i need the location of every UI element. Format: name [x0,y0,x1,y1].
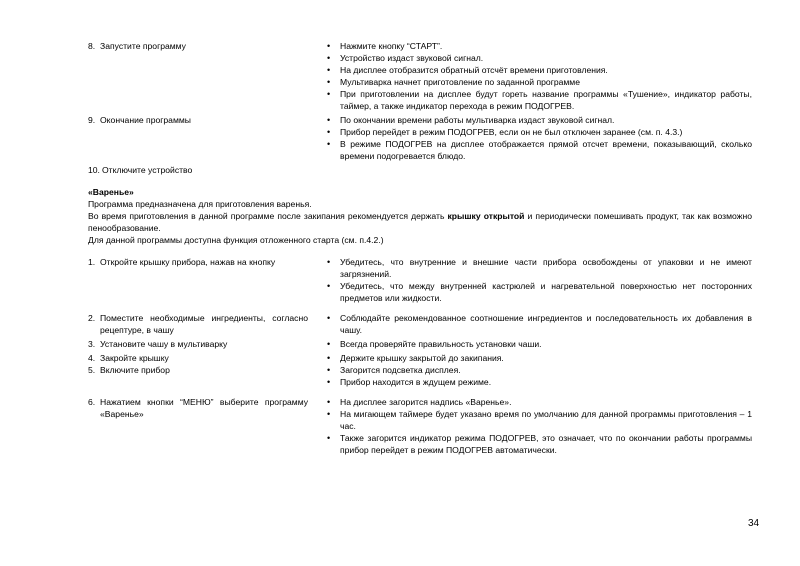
bullet-list [326,364,752,388]
step-10 [88,164,752,176]
section-paragraph: Программа предназначена для приготовления варенья. [88,199,312,209]
step-row [88,256,752,304]
section-paragraph-advice [88,210,752,234]
step-number: 3. [88,339,96,349]
bullet-item: • Также загорится индикатор режима ПОДОГРЕВ, это означает, что по окончании работы программы прибор перейдет в режим ПОДОГРЕВ автоматически. [326,432,752,456]
step-text: Включите прибор [100,365,170,375]
bullet-item: • Устройство издаст звуковой сигнал. [326,52,752,64]
step-number: 6. [88,397,96,407]
document-page [88,40,752,456]
bullet-item: • Мультиварка начнет приготовление по заданной программе [326,76,752,88]
step-row [88,114,752,162]
bullet-item: • Прибор находится в ждущем режиме. [326,376,752,388]
step-row [88,312,752,336]
step-row [88,364,752,388]
step-text: Отключите устройство [102,165,193,175]
advice-text: Во время приготовления в данной программе после закипания рекомендуется держать [88,211,448,221]
advice-bold: крышку открытой [447,211,525,221]
section-paragraph: Для данной программы доступна функция отложенного старта (см. п.4.2.) [88,235,384,245]
bullet-item: • По окончании времени работы мультиварка издаст звуковой сигнал. [326,114,752,126]
bullet-list [326,396,752,456]
step-number: 1. [88,257,96,267]
bullet-list [326,256,752,304]
step-text: Поместите необходимые ингредиенты, согласно рецептуре, в чашу [100,313,308,335]
bullet-item: • Нажмите кнопку “СТАРТ”. [326,40,752,52]
bullet-item: • При приготовлении на дисплее будут гореть название программы «Тушение», индикатор работы, таймер, а также индикатор перехода в режим ПОДОГРЕВ. [326,88,752,112]
step-text: Нажатием кнопки “МЕНЮ” выберите программу «Варенье» [100,397,308,419]
bullet-list [326,114,752,162]
bullet-item: • Держите крышку закрытой до закипания. [326,352,752,364]
page-number: 34 [748,518,760,529]
step-number: 5. [88,365,96,375]
step-row [88,396,752,456]
bullet-item: • В режиме ПОДОГРЕВ на дисплее отображается прямой отсчет времени, показывающий, сколько времени подогревается блюдо. [326,138,752,162]
step-text: Закройте крышку [100,353,169,363]
bullet-list [326,312,752,336]
section-title: «Варенье» [88,187,134,197]
step-number: 9. [88,115,96,125]
bullet-list [326,338,752,350]
bullet-item: • На дисплее загорится надпись «Варенье». [326,396,752,408]
bullet-item: • Убедитесь, что внутренние и внешние части прибора освобождены от упаковки и не имеют загрязнений. [326,256,752,280]
bullet-item: • Убедитесь, что между внутренней кастрюлей и нагревательной поверхностью нет посторонних предметов или жидкости. [326,280,752,304]
step-text: Установите чашу в мультиварку [100,339,228,349]
steps-table-1 [88,40,752,162]
bullet-list [326,352,752,364]
step-number: 2. [88,313,96,323]
steps-table-2 [88,256,752,456]
step-text: Запустите программу [100,41,186,51]
step-row [88,352,752,364]
step-row [88,40,752,112]
bullet-item: • Всегда проверяйте правильность установки чаши. [326,338,752,350]
step-number: 10. [88,165,100,175]
step-text: Окончание программы [100,115,191,125]
bullet-item: • Соблюдайте рекомендованное соотношение ингредиентов и последовательность их добавления в чашу. [326,312,752,336]
step-text: Откройте крышку прибора, нажав на кнопку [100,257,276,267]
step-number: 8. [88,41,96,51]
bullet-item: • На мигающем таймере будет указано время по умолчанию для данной программы приготовления – 1 час. [326,408,752,432]
bullet-list [326,40,752,112]
bullet-item: • Загорится подсветка дисплея. [326,364,752,376]
step-row [88,338,752,350]
bullet-item: • На дисплее отобразится обратный отсчёт времени приготовления. [326,64,752,76]
varenye-section [88,186,752,246]
advice-text-end: и периодически помешивать продукт, так как возможно пенообразование. [88,211,752,233]
bullet-item: • Прибор перейдет в режим ПОДОГРЕВ, если он не был отключен заранее (см. п. 4.3.) [326,126,752,138]
step-number: 4. [88,353,96,363]
